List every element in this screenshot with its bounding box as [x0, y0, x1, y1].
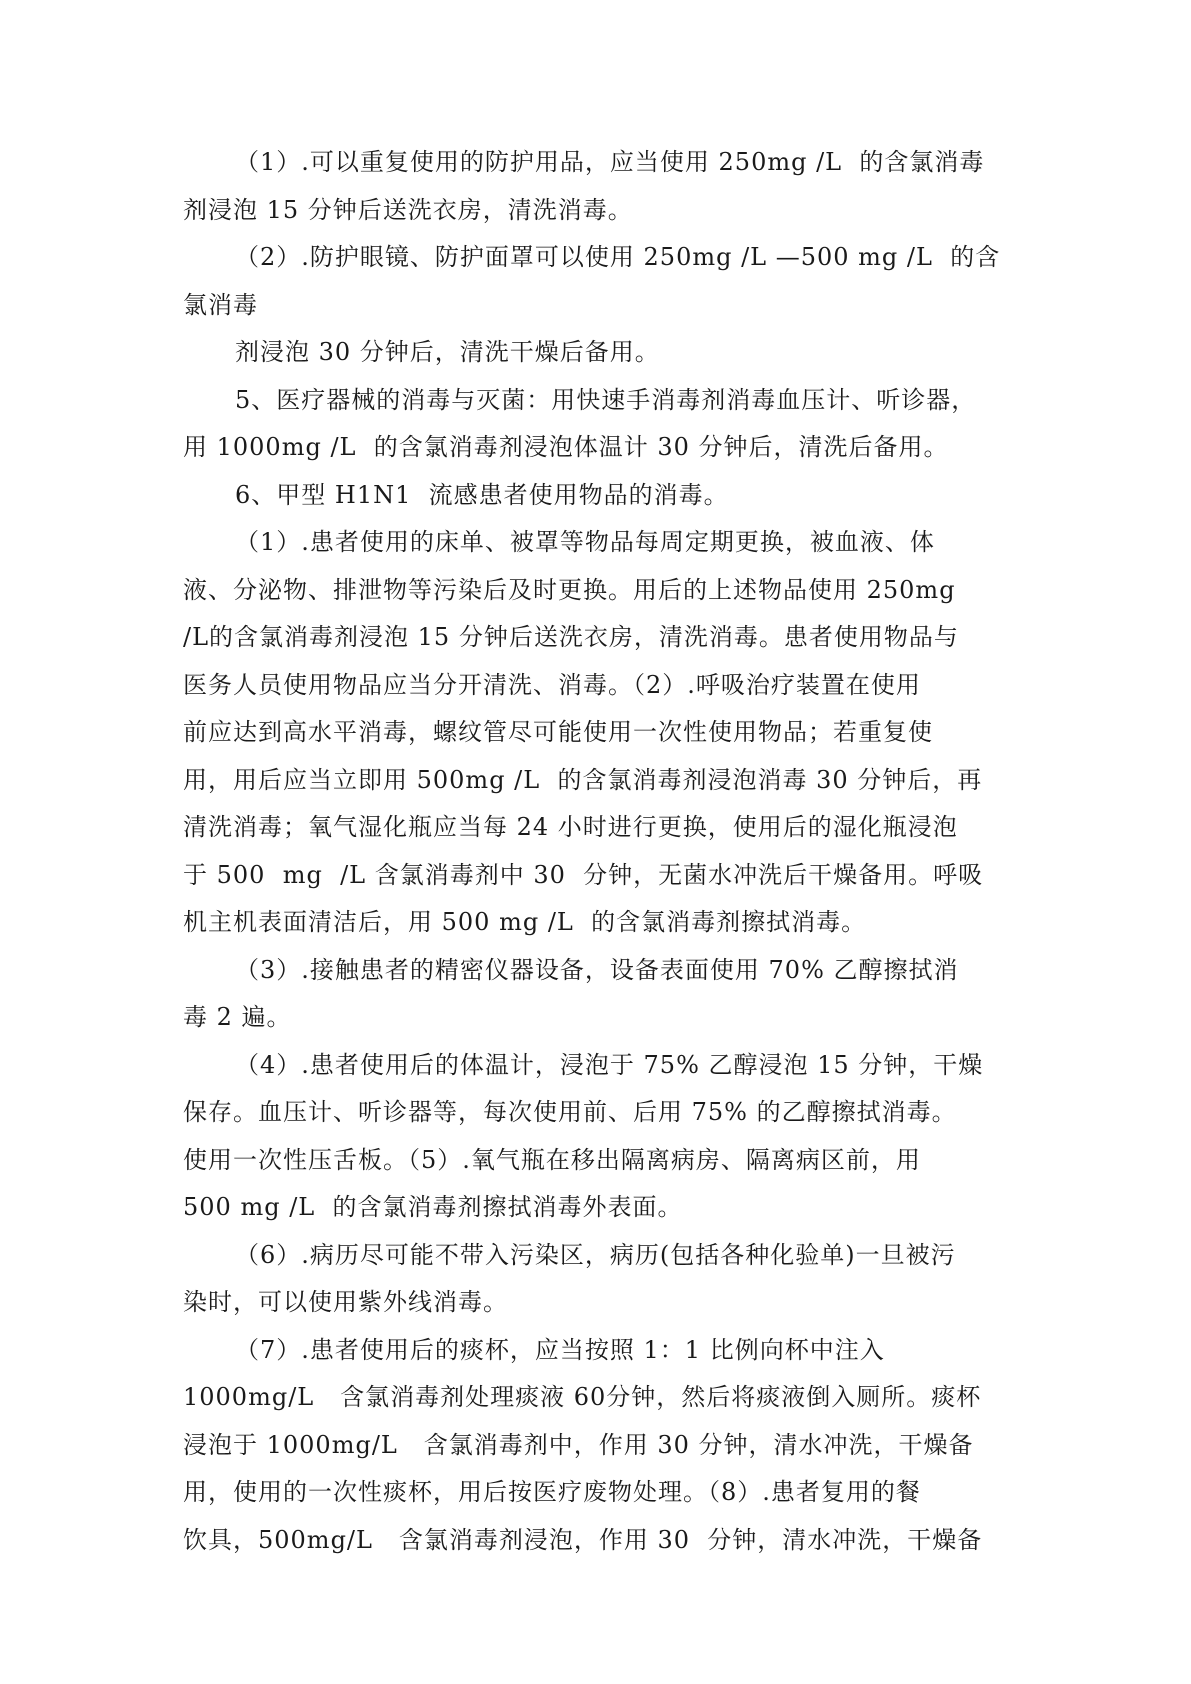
text-line: （2）.防护眼镜、防护面罩可以使用 250mg /L —500 mg /L 的含: [235, 243, 1001, 271]
text-line: （3）.接触患者的精密仪器设备，设备表面使用 70% 乙醇擦拭消: [235, 955, 959, 984]
text-line: 医务人员使用物品应当分开清洗、消毒。（2）.呼吸治疗装置在使用: [183, 670, 921, 699]
text-line: 前应达到高水平消毒，螺纹管尽可能使用一次性使用物品；若重复使: [183, 718, 933, 746]
text-line: （6）.病历尽可能不带入污染区，病历(包括各种化验单)一旦被污: [235, 1240, 956, 1269]
text-line: 6、甲型 H1N1 流感患者使用物品的消毒。: [235, 480, 729, 509]
text-line: 保存。血压计、听诊器等，每次使用前、后用 75% 的乙醇擦拭消毒。: [183, 1098, 957, 1126]
text-line: 毒 2 遍。: [183, 1003, 292, 1031]
text-line: 使用一次性压舌板。（5）.氧气瓶在移出隔离病房、隔离病区前，用: [183, 1145, 921, 1174]
text-line: 用，用后应当立即用 500mg /L 的含氯消毒剂浸泡消毒 30 分钟后，再: [183, 765, 983, 794]
text-line: 浸泡于 1000mg/L 含氯消毒剂中，作用 30 分钟，清水冲洗，干燥备: [183, 1430, 974, 1459]
text-line: 5、医疗器械的消毒与灭菌：用快速手消毒剂消毒血压计、听诊器，: [235, 385, 977, 414]
text-line: 1000mg/L 含氯消毒剂处理痰液 60分钟，然后将痰液倒入厕所。痰杯: [183, 1383, 982, 1411]
text-line: /L的含氯消毒剂浸泡 15 分钟后送洗衣房，清洗消毒。患者使用物品与: [183, 623, 959, 651]
text-line: 饮具，500mg/L 含氯消毒剂浸泡，作用 30 分钟，清水冲洗，干燥备: [183, 1525, 983, 1554]
text-line: （1）.可以重复使用的防护用品，应当使用 250mg /L 的含氯消毒: [235, 148, 985, 176]
text-line: 于 500 mg /L 含氯消毒剂中 30 分钟，无菌水冲洗后干燥备用。呼吸: [183, 860, 984, 889]
text-line: （7）.患者使用后的痰杯，应当按照 1：1 比例向杯中注入: [235, 1335, 885, 1364]
text-line: 液、分泌物、排泄物等污染后及时更换。用后的上述物品使用 250mg: [183, 575, 956, 604]
body-text: [183, 139, 1013, 1564]
text-line: 剂浸泡 15 分钟后送洗衣房，清洗消毒。: [183, 195, 633, 224]
text-line: 500 mg /L 的含氯消毒剂擦拭消毒外表面。: [183, 1193, 683, 1221]
text-line: （4）.患者使用后的体温计，浸泡于 75% 乙醇浸泡 15 分钟，干燥: [235, 1050, 984, 1079]
text-line: 用 1000mg /L 的含氯消毒剂浸泡体温计 30 分钟后，清洗后备用。: [183, 433, 949, 461]
text-line: 剂浸泡 30 分钟后，清洗干燥后备用。: [235, 338, 660, 366]
text-line: 氯消毒: [183, 290, 258, 319]
text-line: 染时，可以使用紫外线消毒。: [183, 1288, 508, 1316]
text-line: 清洗消毒；氧气湿化瓶应当每 24 小时进行更换，使用后的湿化瓶浸泡: [183, 813, 958, 841]
text-line: 机主机表面清洁后，用 500 mg /L 的含氯消毒剂擦拭消毒。: [183, 908, 867, 936]
text-line: （1）.患者使用的床单、被罩等物品每周定期更换，被血液、体: [235, 528, 935, 556]
text-line: 用，使用的一次性痰杯，用后按医疗废物处理。（8）.患者复用的餐: [183, 1478, 921, 1506]
